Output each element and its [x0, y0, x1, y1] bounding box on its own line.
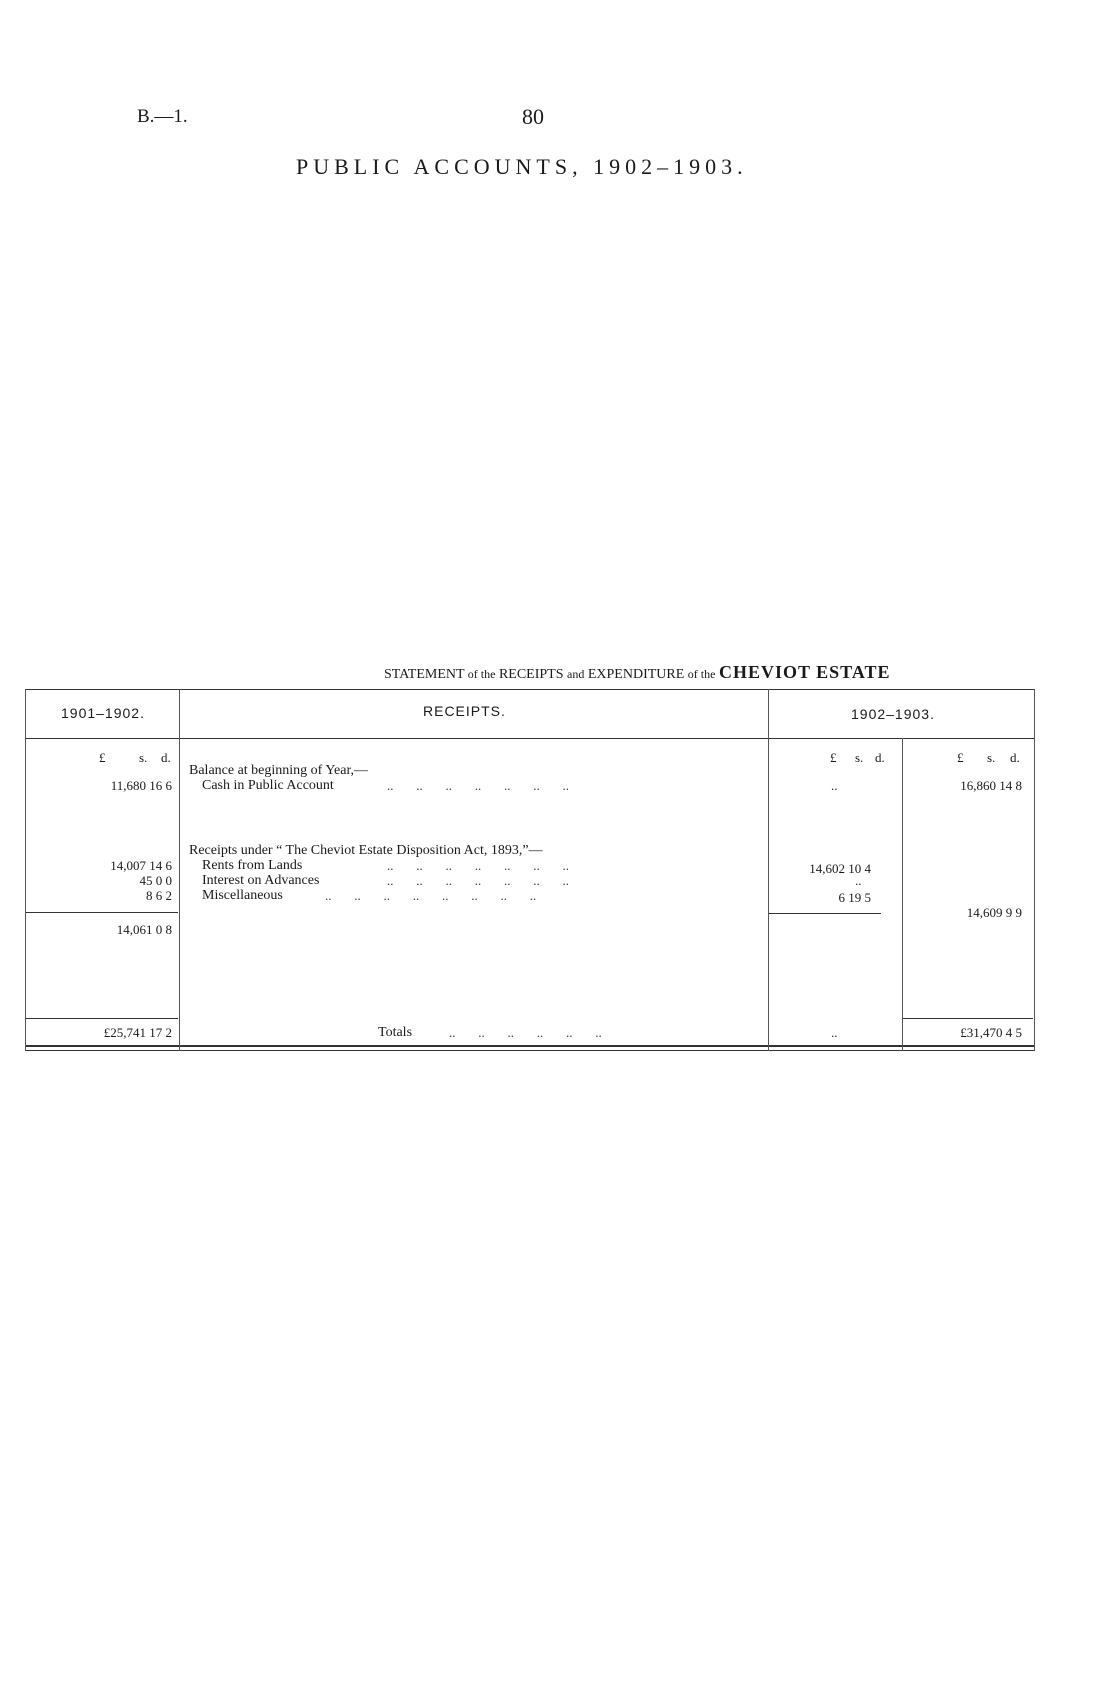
rents-label: Rents from Lands [202, 858, 303, 873]
statement-and: and [567, 667, 585, 681]
misc-leader-dots: .. .. .. .. .. .. .. .. [325, 888, 537, 903]
header-1902-1903: 1902–1903. [851, 706, 935, 722]
unit-mid-pound: £ [830, 750, 837, 765]
table-bottom-rule-1 [25, 1045, 1035, 1047]
unit-total-s: s. [987, 750, 996, 765]
mid-subtotal-rule [768, 913, 881, 914]
statement-of-the: of the [687, 667, 716, 681]
document-reference: B.—1. [137, 106, 188, 127]
header-1901-1902: 1901–1902. [61, 705, 145, 721]
subtotal-total-amount: 14,609 9 9 [966, 905, 1022, 920]
unit-prev-s: s. [139, 750, 148, 765]
balance-heading: Balance at beginning of Year,— [189, 763, 369, 778]
prev-subtotal-rule [25, 912, 178, 913]
cash-prev-amount: 11,680 16 6 [110, 778, 172, 793]
interest-mid-amount: .. [855, 873, 862, 888]
curr-totals-rule [903, 1018, 1033, 1019]
misc-mid-amount: 6 19 5 [838, 890, 871, 905]
receipts-table [25, 689, 1035, 1064]
unit-total-pound: £ [957, 750, 964, 765]
unit-mid-d: d. [875, 750, 885, 765]
prev-col-rule [179, 689, 180, 1051]
rents-prev-amount: 14,007 14 6 [110, 858, 172, 873]
table-bottom-rule-2 [25, 1050, 1035, 1051]
header-receipts: RECEIPTS. [423, 703, 506, 719]
rents-leader-dots: .. .. .. .. .. .. .. [387, 858, 569, 873]
left-border [25, 689, 26, 1051]
statement-receipts: RECEIPTS [498, 667, 564, 682]
unit-prev-pound: £ [99, 750, 106, 765]
interest-leader-dots: .. .. .. .. .. .. .. [387, 873, 569, 888]
unit-prev-d: d. [161, 750, 171, 765]
totals-prev-amount: £25,741 17 2 [103, 1025, 172, 1040]
cash-leader-dots: .. .. .. .. .. .. .. [387, 778, 569, 793]
receipts-heading: Receipts under “ The Cheviot Estate Disposition Act, 1893,”— [189, 843, 543, 858]
cash-mid-amount: .. [831, 778, 838, 793]
misc-label: Miscellaneous [202, 888, 283, 903]
cash-label: Cash in Public Account [202, 778, 334, 793]
misc-prev-amount: 8 6 2 [146, 888, 172, 903]
totals-label: Totals [378, 1025, 413, 1040]
unit-total-d: d. [1010, 750, 1020, 765]
page-number: 80 [522, 104, 544, 129]
subtotal-prev-amount: 14,061 0 8 [116, 922, 172, 937]
page-title: PUBLIC ACCOUNTS, 1902–1903. [296, 154, 748, 179]
rents-mid-amount: 14,602 10 4 [809, 861, 871, 876]
statement-estate-name: CHEVIOT ESTATE [718, 662, 891, 682]
cash-total-amount: 16,860 14 8 [960, 778, 1022, 793]
totals-total-amount: £31,470 4 5 [960, 1025, 1022, 1040]
mid-col-rule [902, 738, 903, 1051]
interest-prev-amount: 45 0 0 [139, 873, 172, 888]
prev-totals-rule [25, 1018, 178, 1019]
totals-mid-amount: .. [831, 1025, 838, 1040]
header-bottom-rule [25, 738, 1035, 739]
statement-of: of the [467, 667, 496, 681]
receipts-col-rule [768, 689, 769, 1051]
statement-heading [384, 662, 891, 683]
statement-expenditure: EXPENDITURE [587, 667, 685, 682]
statement-prefix: STATEMENT [384, 667, 465, 682]
totals-leader-dots: .. .. .. .. .. .. [449, 1025, 602, 1040]
unit-mid-s: s. [855, 750, 864, 765]
interest-label: Interest on Advances [202, 873, 320, 888]
table-top-rule [25, 689, 1035, 690]
right-border [1034, 689, 1035, 1051]
